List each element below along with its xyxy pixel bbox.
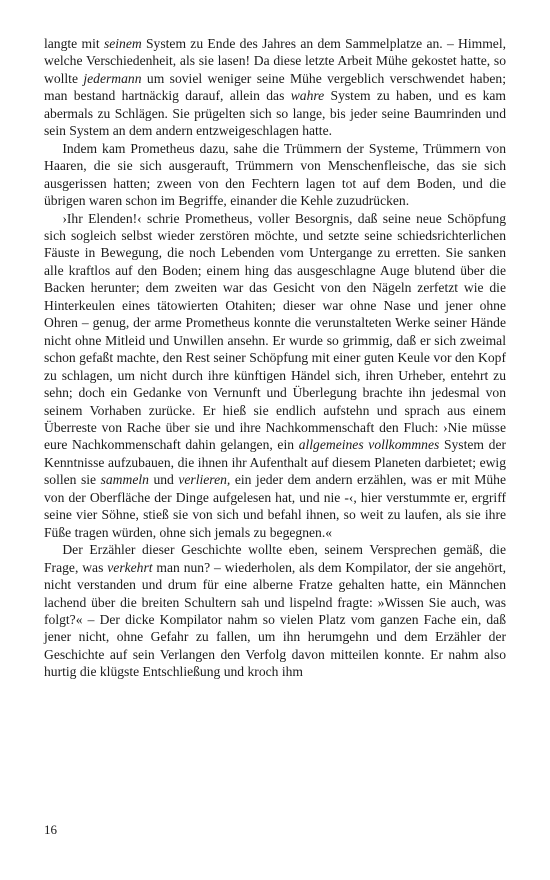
book-page-text	[44, 35, 506, 681]
text-segment: Indem kam Prometheus dazu, sahe die Trümmern der Systeme, Trümmern von Haaren, die sie sich ausgerauft, Trümmern von Menschenfleische, das sie sich ausgerissen hatten; zween von den Fechtern lagen tot auf dem Boden, und die übrigen waren schon im Begriffe, einander die Kehle zuzudrücken.	[44, 140, 506, 209]
text-segment: System zu haben, und es kam abermals zu Schlägen. Sie prügelten sich so lange, bis jeder seine Baumrinden und sein System an dem andern entzweigeschlagen hatte.	[44, 88, 506, 139]
emphasis-verlieren: verlieren,	[178, 472, 231, 488]
text-segment: ›Ihr Elenden!‹ schrie Prometheus, voller Besorgnis, daß seine neue Schöpfung sich sogleich selbst wieder zerstören möchte, und setzte seine schiedsrichterlichen Fäuste in Bewegung, die noch Lebenden vom Untergange zu erretten. Sie sanken alle kraftlos auf den Boden; einem hing das ausgeschlagne Auge blutend über die Backen herunter; dem zweiten war das Gesicht von den Nägeln zerfetzt wie die Hinterkeulen eines tätowierten Otahiten; dieser war ohne Nase und jener ohne Ohren – genug, der arme Prometheus konnte die verunstalteten Werke seiner Hände nicht ohne Mitleid und Unwillen ansehn. Er wurde so grimmig, daß er sich zweimal schon gefaßt machte, den Rest seiner Schöpfung mit einer guten Keule vor den Kopf zu schlagen, um nicht durch ihre künftigen Händel sich, ihren Urheber, entehrt zu sehn; doch ein Gedanke von Vernunft und Überlegung brachte ihn jedesmal von seinem Vorhaben zurücke. Er hieß sie endlich aufstehn und sprach aus einem Überreste von Rache über sie und ihre Nachkommenschaft den Fluch: ›Nie müsse eure Nachkommenschaft dahin gelangen, ein	[44, 210, 506, 453]
text-segment: System der Kenntnisse aufzubauen, die ihnen ihr Aufenthalt auf diesem Planeten darbietet; ewig sollen sie	[44, 437, 507, 488]
paragraph-3	[44, 210, 506, 542]
emphasis-allgemeines-vollkommnes: allgemeines vollkommnes	[298, 437, 440, 453]
emphasis-wahre: wahre	[290, 88, 325, 104]
text-segment: um soviel weniger seine Mühe vergeblich verschwendet haben; man bestand hartnäckig darauf, allein das	[44, 70, 506, 104]
text-segment: und	[148, 472, 179, 488]
emphasis-sammeln: sammeln	[100, 472, 149, 488]
emphasis-jedermann: jedermann	[83, 70, 142, 86]
text-segment: System zu Ende des Jahres an dem Sammelplatze an. – Himmel, welche Verschiedenheit, als sie lasen! Da diese letzte Arbeit Mühe gekostet hatte, so wollte	[44, 36, 507, 86]
page-number: 16	[44, 822, 57, 837]
paragraph-4	[44, 541, 506, 681]
text-segment: ein jeder dem andern erzählen, was er mit Mühe von der Oberfläche der Dinge aufgelesen hat, und nie -‹, hier verstummte er, ergriff seine vier Söhne, stieß sie von sich und befahl ihnen, so weit zu laufen, als sie ihre Füße tragen würden, ohne sich jemals zu begegnen.«	[44, 472, 506, 540]
paragraph-2	[44, 140, 506, 210]
emphasis-verkehrt: verkehrt	[107, 559, 153, 575]
emphasis-seinem: seinem	[103, 36, 142, 51]
text-segment: man nun? – wiederholen, als dem Kompilator, der sie angehört, nicht verstanden und drum für eine alberne Fratze gehalten hatte, ein Männchen lachend über die breiten Schultern sah und lispelnd fragte: »Wissen Sie auch, was folgt?« – Der dicke Kompilator nahm so vielen Platz vom ganzen Fache ein, daß jener nicht, ohne Gefahr zu fallen, um ihn herumgehn und dem Erzähler der Geschichte auf sein Verlangen den Verfolg davon mitteilen konnte. Er nahm also hurtig die klügste Entschließung und kroch ihm	[44, 559, 506, 680]
text-segment: langte mit	[44, 36, 104, 51]
text-segment: Der Erzähler dieser Geschichte wollte eben, seinem Versprechen gemäß, die Frage, was	[44, 542, 506, 575]
paragraph-1	[44, 35, 506, 140]
